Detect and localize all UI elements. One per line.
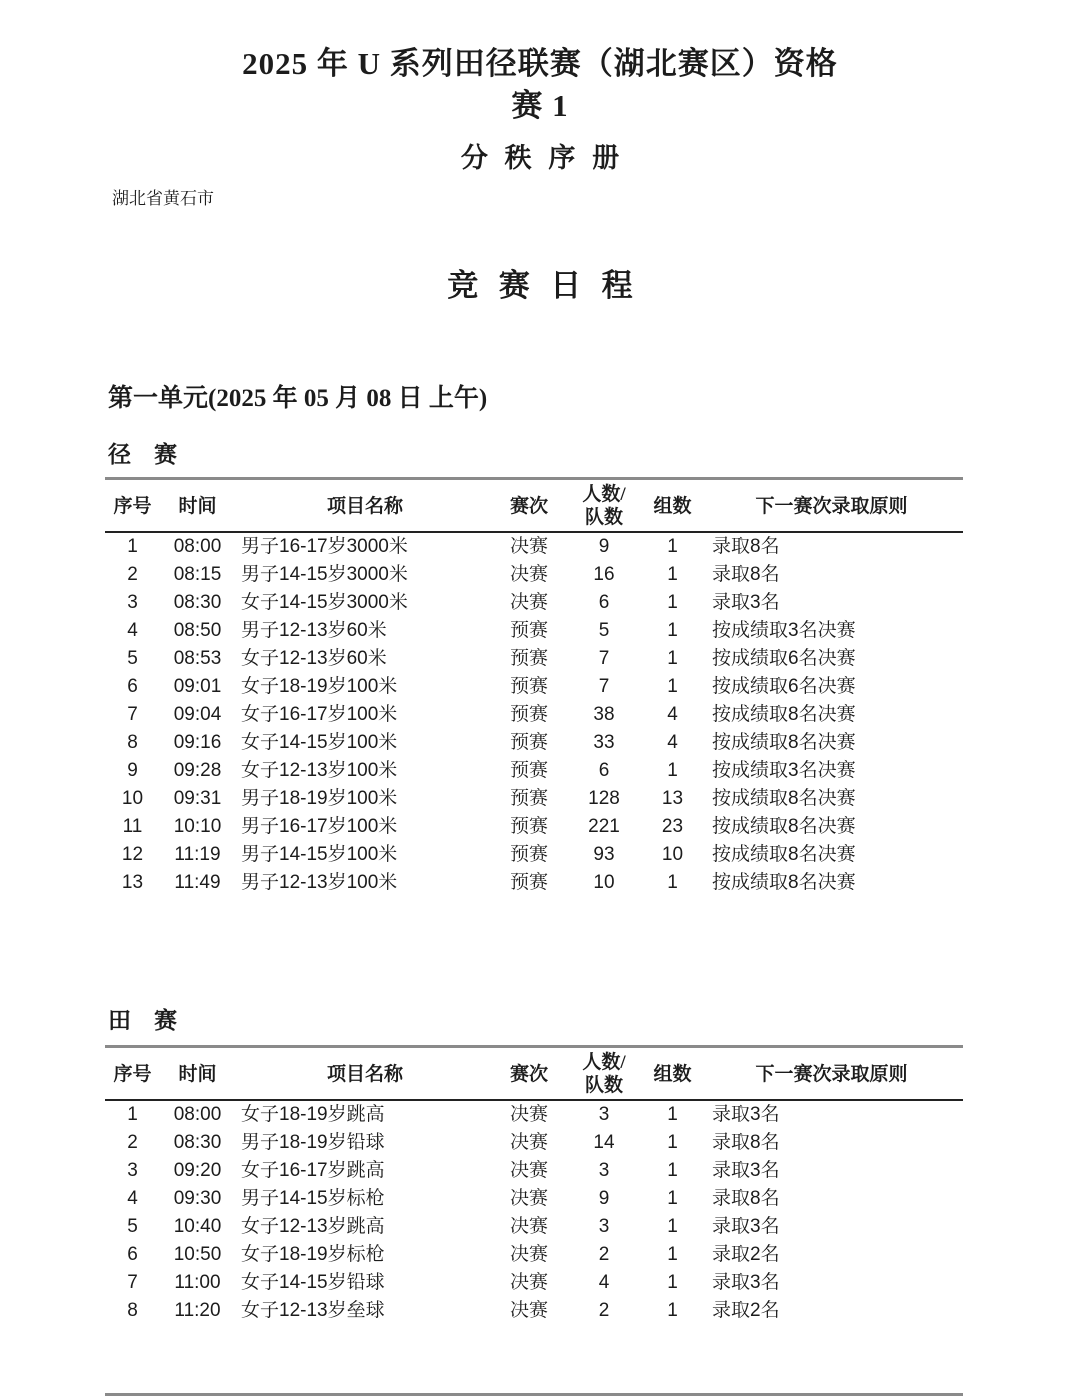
cell-groups: 4	[667, 732, 678, 753]
cell-rule: 录取8名	[712, 1188, 780, 1209]
cell-people: 16	[593, 564, 615, 585]
cell-seq: 11	[122, 816, 143, 837]
col-header-people-line2: 队数	[584, 1075, 623, 1096]
field-table-header	[105, 1047, 963, 1101]
cell-rule: 按成绩取8名决赛	[712, 704, 856, 725]
cell-rule: 录取8名	[712, 1132, 780, 1153]
cell-event: 女子14-15岁3000米	[241, 592, 408, 613]
cell-round: 预赛	[509, 676, 548, 697]
cell-groups: 1	[667, 1132, 678, 1153]
col-header-seq: 序号	[105, 1047, 160, 1101]
cell-groups: 1	[667, 760, 678, 781]
cell-groups: 1	[667, 676, 678, 697]
table-row	[105, 1185, 963, 1213]
cell-rule: 按成绩取3名决赛	[712, 620, 856, 641]
cell-people: 9	[598, 1188, 610, 1209]
cell-round: 预赛	[509, 816, 548, 837]
cell-time: 08:53	[173, 648, 222, 669]
cell-groups: 10	[661, 844, 684, 865]
cell-round: 预赛	[509, 788, 548, 809]
table-row	[105, 532, 963, 561]
cell-groups: 1	[667, 620, 678, 641]
table-row	[105, 785, 963, 813]
col-header-rule: 下一赛次录取原则	[700, 1047, 963, 1101]
cell-time: 09:30	[173, 1188, 222, 1209]
cell-people: 2	[598, 1244, 610, 1265]
cell-rule: 按成绩取3名决赛	[712, 760, 856, 781]
cell-event: 女子12-13岁垒球	[241, 1300, 385, 1321]
document-subtitle: 分秩序册	[460, 143, 636, 173]
cell-seq: 6	[127, 676, 138, 697]
col-header-time: 时间	[160, 1047, 235, 1101]
track-section-heading: 径 赛	[108, 442, 177, 467]
cell-rule: 按成绩取8名决赛	[712, 816, 856, 837]
cell-round: 决赛	[509, 1300, 548, 1321]
table-row	[105, 1100, 963, 1129]
table-row	[105, 589, 963, 617]
col-header-people-line2: 队数	[584, 507, 623, 528]
cell-time: 10:40	[173, 1216, 222, 1237]
col-header-event: 项目名称	[235, 479, 495, 533]
col-header-groups: 组数	[645, 479, 700, 533]
cell-rule: 录取2名	[712, 1300, 780, 1321]
track-schedule-table	[105, 477, 963, 897]
cell-seq: 12	[121, 844, 144, 865]
cell-seq: 1	[127, 1104, 138, 1125]
cell-rule: 按成绩取8名决赛	[712, 872, 856, 893]
header-row	[105, 1047, 963, 1101]
unit-heading: 第一单元(2025 年 05 月 08 日 上午)	[108, 385, 488, 412]
table-row	[105, 1213, 963, 1241]
cell-people: 128	[588, 788, 620, 809]
cell-rule: 录取3名	[712, 1272, 780, 1293]
cell-people: 4	[598, 1272, 610, 1293]
cell-people: 33	[593, 732, 615, 753]
col-header-round: 赛次	[495, 1047, 563, 1101]
col-header-rule: 下一赛次录取原则	[700, 479, 963, 533]
cell-rule: 录取3名	[712, 592, 780, 613]
cell-seq: 2	[127, 1132, 138, 1153]
cell-round: 预赛	[509, 732, 548, 753]
cell-time: 09:16	[173, 732, 222, 753]
col-header-people-line1: 人数/	[582, 484, 626, 505]
cell-round: 预赛	[509, 760, 548, 781]
table-row	[105, 701, 963, 729]
cell-event: 男子12-13岁100米	[241, 872, 398, 893]
cell-event: 男子12-13岁60米	[241, 620, 387, 641]
cell-round: 预赛	[509, 872, 548, 893]
cell-rule: 录取2名	[712, 1244, 780, 1265]
cell-seq: 9	[127, 760, 138, 781]
next-table-top-border	[105, 1393, 963, 1396]
col-header-seq: 序号	[105, 479, 160, 533]
cell-rule: 录取3名	[712, 1216, 780, 1237]
cell-seq: 3	[127, 1160, 138, 1181]
cell-time: 08:15	[173, 564, 222, 585]
cell-round: 决赛	[509, 1272, 548, 1293]
cell-rule: 按成绩取6名决赛	[712, 648, 856, 669]
cell-people: 5	[598, 620, 610, 641]
cell-seq: 5	[127, 1216, 138, 1237]
table-row	[105, 1157, 963, 1185]
cell-people: 6	[598, 760, 610, 781]
cell-groups: 1	[667, 1188, 678, 1209]
cell-time: 08:00	[173, 1104, 222, 1125]
cell-round: 预赛	[509, 648, 548, 669]
table-row	[105, 729, 963, 757]
cell-rule: 按成绩取6名决赛	[712, 676, 856, 697]
cell-time: 09:31	[173, 788, 222, 809]
cell-round: 决赛	[509, 1104, 548, 1125]
cell-round: 决赛	[509, 1160, 548, 1181]
cell-event: 女子18-19岁100米	[241, 676, 398, 697]
col-header-people	[563, 1047, 645, 1101]
table-row	[105, 645, 963, 673]
cell-time: 11:49	[174, 872, 221, 893]
cell-groups: 1	[667, 1160, 678, 1181]
cell-event: 男子18-19岁铅球	[241, 1132, 385, 1153]
cell-round: 预赛	[509, 620, 548, 641]
cell-event: 女子14-15岁100米	[241, 732, 398, 753]
cell-rule: 录取3名	[712, 1160, 780, 1181]
cell-people: 3	[598, 1216, 610, 1237]
cell-people: 3	[598, 1160, 610, 1181]
cell-groups: 1	[667, 536, 678, 557]
cell-event: 女子12-13岁60米	[241, 648, 387, 669]
cell-event: 女子18-19岁标枪	[241, 1244, 385, 1265]
cell-rule: 录取3名	[712, 1104, 780, 1125]
cell-seq: 7	[127, 1272, 138, 1293]
cell-groups: 1	[667, 1300, 678, 1321]
cell-seq: 10	[121, 788, 144, 809]
cell-people: 93	[593, 844, 615, 865]
cell-time: 10:10	[173, 816, 222, 837]
field-section-heading: 田 赛	[108, 1008, 177, 1033]
cell-rule: 按成绩取8名决赛	[712, 844, 856, 865]
document-title-line2: 赛 1	[511, 88, 569, 123]
table-row	[105, 757, 963, 785]
cell-event: 女子16-17岁跳高	[241, 1160, 385, 1181]
cell-event: 男子16-17岁100米	[241, 816, 398, 837]
cell-people: 9	[598, 536, 610, 557]
col-header-people	[563, 479, 645, 533]
cell-rule: 录取8名	[712, 564, 780, 585]
cell-event: 女子14-15岁铅球	[241, 1272, 385, 1293]
cell-groups: 1	[667, 1244, 678, 1265]
table-row	[105, 673, 963, 701]
cell-groups: 1	[667, 564, 678, 585]
cell-seq: 6	[127, 1244, 138, 1265]
cell-groups: 1	[667, 1272, 678, 1293]
cell-round: 决赛	[509, 1216, 548, 1237]
cell-time: 09:20	[173, 1160, 222, 1181]
cell-round: 决赛	[509, 564, 548, 585]
cell-groups: 1	[667, 1104, 678, 1125]
table-row	[105, 1297, 963, 1325]
cell-seq: 3	[127, 592, 138, 613]
cell-event: 男子14-15岁3000米	[241, 564, 408, 585]
cell-groups: 1	[667, 872, 678, 893]
cell-people: 38	[593, 704, 615, 725]
cell-people: 14	[593, 1132, 615, 1153]
cell-time: 09:04	[173, 704, 222, 725]
cell-seq: 4	[127, 1188, 138, 1209]
cell-event: 女子18-19岁跳高	[241, 1104, 385, 1125]
cell-event: 男子14-15岁标枪	[241, 1188, 385, 1209]
cell-event: 男子14-15岁100米	[241, 844, 398, 865]
cell-event: 女子12-13岁100米	[241, 760, 398, 781]
cell-time: 08:50	[173, 620, 222, 641]
cell-people: 6	[598, 592, 610, 613]
cell-round: 决赛	[509, 1188, 548, 1209]
cell-time: 08:00	[173, 536, 222, 557]
cell-people: 3	[598, 1104, 610, 1125]
cell-time: 10:50	[173, 1244, 222, 1265]
cell-groups: 1	[667, 592, 678, 613]
cell-round: 决赛	[509, 1132, 548, 1153]
cell-seq: 5	[127, 648, 138, 669]
schedule-title: 竞赛日程	[447, 268, 654, 303]
cell-groups: 13	[661, 788, 684, 809]
table-row	[105, 841, 963, 869]
cell-round: 预赛	[509, 704, 548, 725]
cell-people: 221	[588, 816, 620, 837]
col-header-groups: 组数	[645, 1047, 700, 1101]
cell-people: 10	[593, 872, 615, 893]
table-row	[105, 617, 963, 645]
cell-groups: 1	[667, 1216, 678, 1237]
cell-event: 女子16-17岁100米	[241, 704, 398, 725]
cell-groups: 1	[667, 648, 678, 669]
cell-seq: 8	[127, 732, 138, 753]
document-title-line1: 2025 年 U 系列田径联赛（湖北赛区）资格	[242, 46, 838, 81]
cell-rule: 按成绩取8名决赛	[712, 788, 856, 809]
col-header-people-line1: 人数/	[582, 1052, 626, 1073]
cell-seq: 2	[127, 564, 138, 585]
table-row	[105, 813, 963, 841]
field-table-body	[105, 1100, 963, 1325]
cell-round: 决赛	[509, 1244, 548, 1265]
cell-time: 11:00	[174, 1272, 221, 1293]
header-row	[105, 479, 963, 533]
cell-event: 男子18-19岁100米	[241, 788, 398, 809]
table-row	[105, 1129, 963, 1157]
cell-time: 11:19	[174, 844, 221, 865]
cell-seq: 4	[127, 620, 138, 641]
cell-time: 08:30	[173, 1132, 222, 1153]
cell-seq: 7	[127, 704, 138, 725]
cell-people: 7	[598, 676, 610, 697]
cell-event: 女子12-13岁跳高	[241, 1216, 385, 1237]
cell-round: 决赛	[509, 592, 548, 613]
cell-groups: 4	[667, 704, 678, 725]
table-row	[105, 1241, 963, 1269]
cell-seq: 8	[127, 1300, 138, 1321]
track-table-header	[105, 479, 963, 533]
track-table-body	[105, 532, 963, 897]
cell-people: 7	[598, 648, 610, 669]
cell-round: 预赛	[509, 844, 548, 865]
city-label: 湖北省黄石市	[112, 189, 214, 208]
cell-time: 09:01	[173, 676, 222, 697]
table-row	[105, 869, 963, 897]
cell-round: 决赛	[509, 536, 548, 557]
cell-people: 2	[598, 1300, 610, 1321]
cell-groups: 23	[661, 816, 684, 837]
table-row	[105, 1269, 963, 1297]
table-row	[105, 561, 963, 589]
field-schedule-table	[105, 1045, 963, 1325]
col-header-round: 赛次	[495, 479, 563, 533]
cell-time: 11:20	[174, 1300, 221, 1321]
cell-time: 09:28	[173, 760, 222, 781]
col-header-event: 项目名称	[235, 1047, 495, 1101]
cell-event: 男子16-17岁3000米	[241, 536, 408, 557]
cell-rule: 按成绩取8名决赛	[712, 732, 856, 753]
cell-time: 08:30	[173, 592, 222, 613]
col-header-time: 时间	[160, 479, 235, 533]
cell-seq: 13	[121, 872, 144, 893]
cell-seq: 1	[127, 536, 138, 557]
cell-rule: 录取8名	[712, 536, 780, 557]
